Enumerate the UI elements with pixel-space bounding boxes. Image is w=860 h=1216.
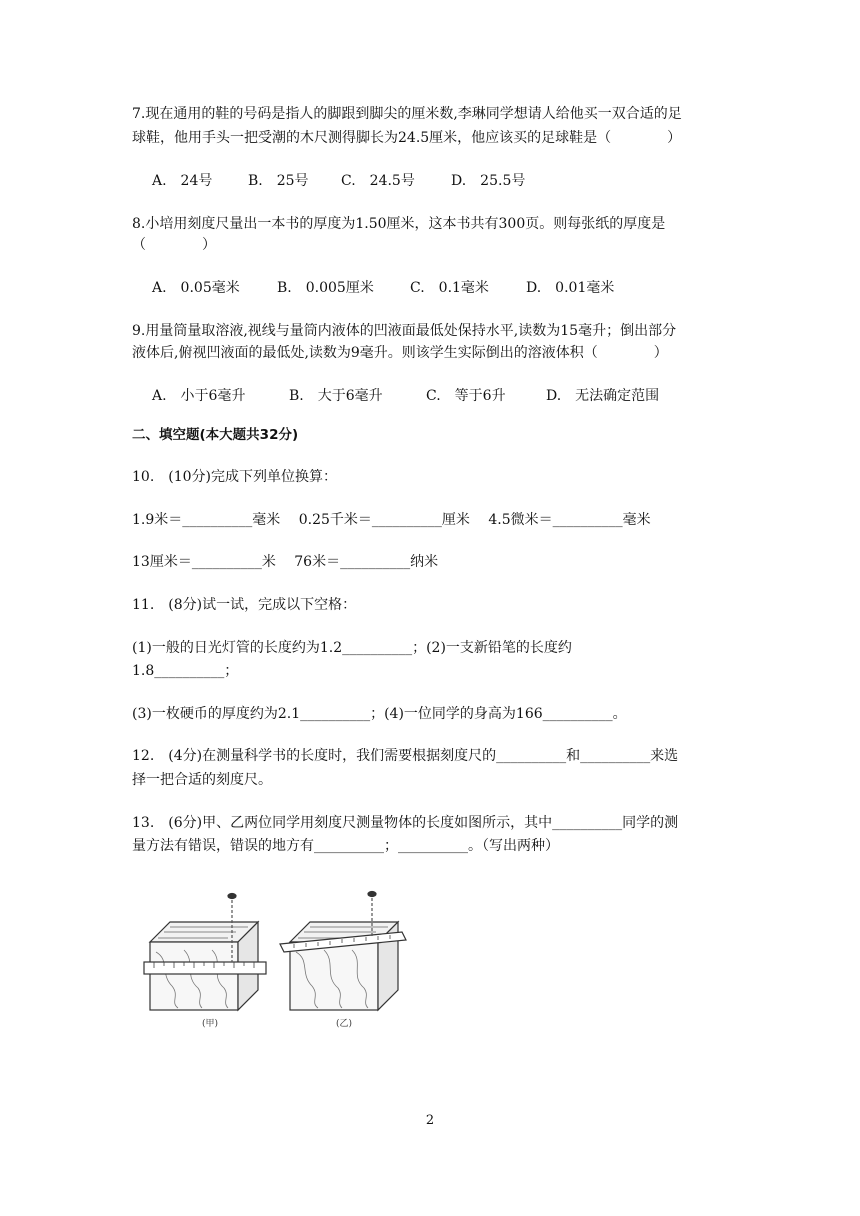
q10-text-line3: 13厘米＝__________米 76米＝__________纳米 (132, 554, 439, 570)
q10-text-line2: 1.9米＝__________毫米 0.25千米＝__________厘米 4.5微米＝__________毫米 (132, 512, 651, 528)
q11-text-line2: (1)一般的日光灯管的长度约为1.2__________；(2)一支新铅笔的长度约 (132, 640, 572, 656)
q7-option-d: D. 25.5号 (451, 173, 526, 189)
q8-option-a: A. 0.05毫米 (152, 280, 240, 296)
q7-text-line2: 球鞋，他用手头一把受潮的木尺测得脚长为24.5厘米，他应该买的足球鞋是（ ） (132, 130, 682, 146)
q7-option-c: C. 24.5号 (341, 173, 415, 189)
q7-option-a: A. 24号 (152, 173, 213, 189)
q7-text-line1: 7.现在通用的鞋的号码是指人的脚跟到脚尖的厘米数,李琳同学想请人给他买一双合适的足 (132, 106, 682, 122)
q8-option-c: C. 0.1毫米 (410, 280, 489, 296)
q9-option-d: D. 无法确定范围 (546, 388, 660, 404)
figure-jia-block (144, 894, 266, 1011)
section2-heading: 二、填空题(本大题共32分) (132, 427, 299, 443)
q9-text-line1: 9.用量筒量取溶液,视线与量筒内液体的凹液面最低处保持水平,读数为15毫升；倒出部分 (132, 323, 677, 339)
q7-option-b: B. 25号 (248, 173, 309, 189)
q11-text-line3: 1.8__________； (132, 663, 239, 679)
q9-option-a: A. 小于6毫升 (152, 388, 246, 404)
ruler-measurement-figure (140, 890, 420, 1030)
q12-text-line1: 12. (4分)在测量科学书的长度时，我们需要根据刻度尺的__________和__________来选 (132, 748, 679, 764)
q8-option-d: D. 0.01毫米 (526, 280, 615, 296)
q11-text-line1: 11. (8分)试一试，完成以下空格： (132, 597, 357, 613)
q9-option-c: C. 等于6升 (426, 388, 506, 404)
q9-option-b: B. 大于6毫升 (289, 388, 383, 404)
q9-text-line2: 液体后,俯视凹液面的最低处,读数为9毫升。则该学生实际倒出的溶液体积（ ） (132, 345, 668, 361)
figure-label-jia: (甲) (201, 1019, 219, 1029)
q8-text-line2: （ ） (132, 237, 216, 253)
q8-option-b: B. 0.005厘米 (277, 280, 374, 296)
q13-text-line1: 13. (6分)甲、乙两位同学用刻度尺测量物体的长度如图所示，其中__________同学的测 (132, 815, 679, 831)
q13-text-line2: 量方法有错误，错误的地方有__________；__________。（写出两种） (132, 838, 559, 854)
page-number: 2 (425, 1113, 435, 1128)
figure-label-yi: (乙) (335, 1019, 353, 1029)
q11-text-line4: (3)一枚硬币的厚度约为2.1__________；(4)一位同学的身高为166__________。 (132, 706, 627, 722)
q12-text-line2: 择一把合适的刻度尺。 (132, 772, 272, 788)
figure-yi-block (280, 892, 406, 1011)
q8-text-line1: 8.小培用刻度尺量出一本书的厚度为1.50厘米，这本书共有300页。则每张纸的厚度是 (132, 216, 666, 232)
q10-text-line1: 10. (10分)完成下列单位换算： (132, 469, 338, 485)
